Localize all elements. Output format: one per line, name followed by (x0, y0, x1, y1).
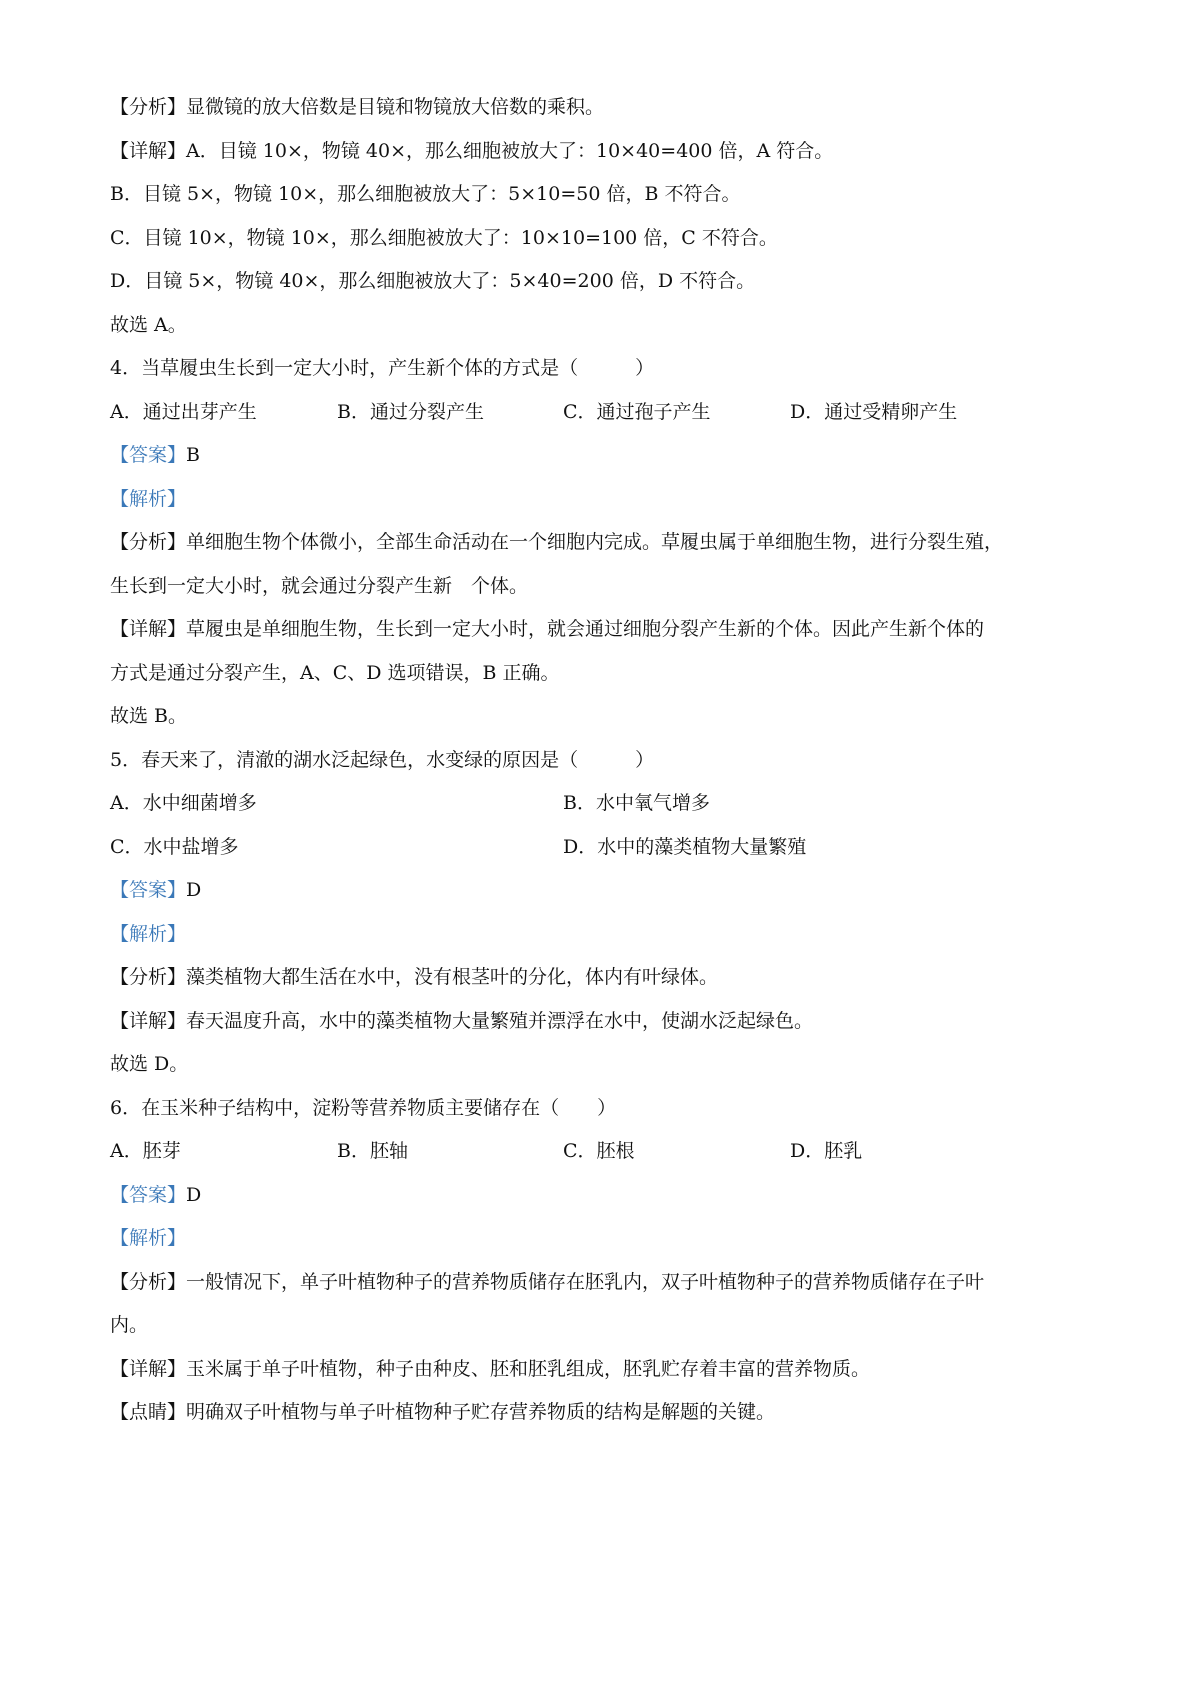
q6-detail: 【详解】玉米属于单子叶植物，种子由种皮、胚和胚乳组成，胚乳贮存着丰富的营养物质。 (110, 1358, 871, 1380)
q4-jiexi: 【解析】 (110, 488, 187, 510)
q6-tip: 【点睛】明确双子叶植物与单子叶植物种子贮存营养物质的结构是解题的关键。 (110, 1401, 776, 1423)
q4-analysis-2: 生长到一定大小时，就会通过分裂产生新 个体。 (110, 575, 529, 597)
q6-question: 6．在玉米种子结构中，淀粉等营养物质主要储存在（ ） (110, 1097, 617, 1119)
q6-answer-value: D (186, 1184, 202, 1206)
q3-line-c: C．目镜 10×，物镜 10×，那么细胞被放大了：10×10=100 倍，C 不符合。 (110, 227, 778, 249)
q6-jiexi: 【解析】 (110, 1227, 187, 1249)
q5-option-d: D．水中的藻类植物大量繁殖 (563, 836, 807, 858)
q3-line-b: B．目镜 5×，物镜 10×，那么细胞被放大了：5×10=50 倍，B 不符合。 (110, 183, 741, 205)
q4-choose: 故选 B。 (110, 705, 188, 727)
q3-detail: 【详解】A．目镜 10×，物镜 40×，那么细胞被放大了：10×40=400 倍，A 符合。 (110, 140, 834, 162)
q5-option-b: B．水中氧气增多 (563, 792, 710, 814)
q4-option-d: D．通过受精卵产生 (790, 401, 958, 423)
q5-detail: 【详解】春天温度升高，水中的藻类植物大量繁殖并漂浮在水中，使湖水泛起绿色。 (110, 1010, 814, 1032)
q6-options (110, 1136, 1100, 1166)
q4-option-c: C．通过孢子产生 (563, 401, 711, 423)
q4-question: 4．当草履虫生长到一定大小时，产生新个体的方式是（ ） (110, 357, 655, 379)
q5-answer-label: 【答案】 (110, 879, 187, 901)
q5-answer (110, 875, 1100, 905)
q4-answer-label: 【答案】 (110, 444, 187, 466)
q4-detail-2: 方式是通过分裂产生，A、C、D 选项错误，B 正确。 (110, 662, 560, 684)
q5-question: 5．春天来了，清澈的湖水泛起绿色，水变绿的原因是（ ） (110, 749, 655, 771)
q5-jiexi: 【解析】 (110, 923, 187, 945)
q3-line-d: D．目镜 5×，物镜 40×，那么细胞被放大了：5×40=200 倍，D 不符合。 (110, 270, 756, 292)
q5-option-a: A．水中细菌增多 (110, 792, 257, 814)
q6-option-d: D．胚乳 (790, 1140, 863, 1162)
q6-option-a: A．胚芽 (110, 1140, 181, 1162)
q4-options (110, 397, 1100, 427)
q4-option-a: A．通过出芽产生 (110, 401, 257, 423)
q6-analysis-1: 【分析】一般情况下，单子叶植物种子的营养物质储存在胚乳内，双子叶植物种子的营养物质储存在子叶 (110, 1271, 985, 1293)
q4-detail-1: 【详解】草履虫是单细胞生物，生长到一定大小时，就会通过细胞分裂产生新的个体。因此产生新个体的 (110, 618, 985, 640)
q5-choose: 故选 D。 (110, 1053, 189, 1075)
q5-answer-value: D (186, 879, 202, 901)
q5-options-row-2 (110, 832, 1100, 862)
q6-option-c: C．胚根 (563, 1140, 635, 1162)
q4-option-b: B．通过分裂产生 (337, 401, 484, 423)
q6-analysis-2: 内。 (110, 1314, 149, 1336)
q4-answer-value: B (186, 444, 200, 466)
q4-answer (110, 440, 1100, 470)
q3-analysis: 【分析】显微镜的放大倍数是目镜和物镜放大倍数的乘积。 (110, 96, 605, 118)
q4-analysis-1: 【分析】单细胞生物个体微小，全部生命活动在一个细胞内完成。草履虫属于单细胞生物，进行分裂生殖， (110, 531, 1004, 553)
q3-choose: 故选 A。 (110, 314, 187, 336)
q5-options-row-1 (110, 788, 1100, 818)
q5-analysis: 【分析】藻类植物大都生活在水中，没有根茎叶的分化，体内有叶绿体。 (110, 966, 719, 988)
q6-option-b: B．胚轴 (337, 1140, 408, 1162)
q6-answer-label: 【答案】 (110, 1184, 187, 1206)
q6-answer (110, 1180, 1100, 1210)
q5-option-c: C．水中盐增多 (110, 836, 239, 858)
